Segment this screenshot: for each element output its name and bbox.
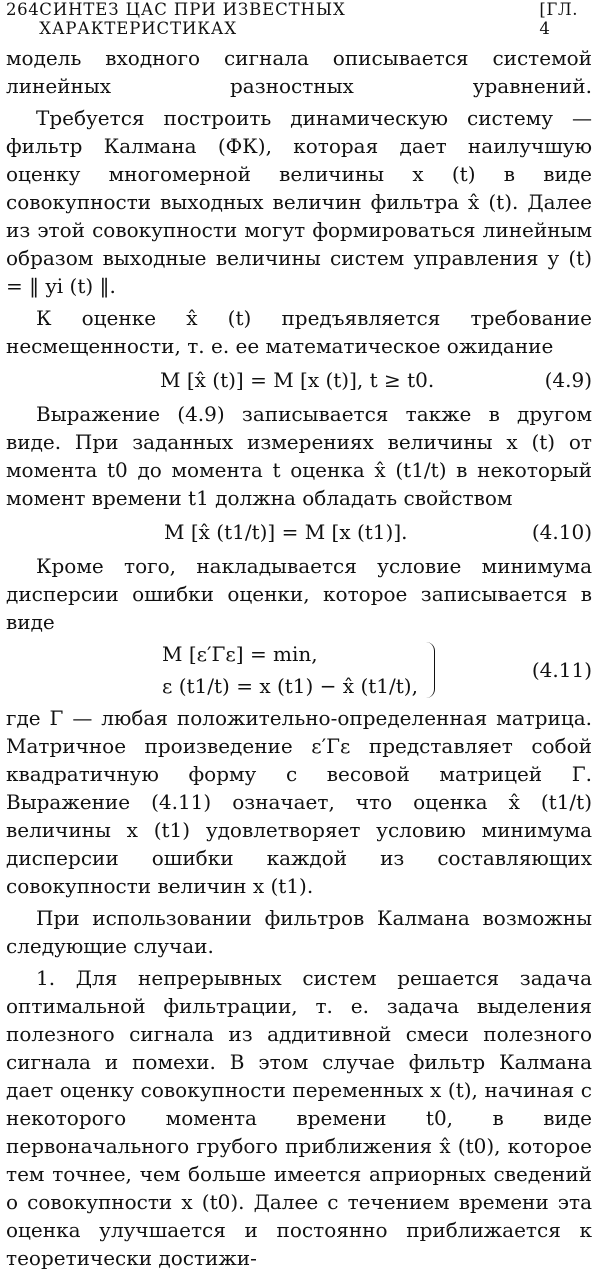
equation-4-11 — [6, 636, 592, 704]
paragraph-6: где Γ — любая положительно-определенная матрица. Матричное произведение ε′Γε представляет собой квадратичную форму с весовой матрицей Γ. Выражение (4.11) означает, что оценка x̂ (t1/t) величины x (t1) удовлетворяет условию минимума дисперсии ошибки каждой из составляющих совокупности величин x (t1). — [6, 706, 592, 898]
paragraph-4: Выражение (4.9) записывается также в другом виде. При заданных измерениях величины x (t) от момента t0 до момента t оценка x̂ (t1/t) в некоторый момент времени t1 должна обладать свойством — [6, 402, 592, 510]
paragraph-1: модель входного сигнала описывается системой линейных разностных уравнений. — [6, 46, 592, 98]
equation-4-11-line-1: M [ε′Γε] = min, — [162, 642, 318, 666]
paragraph-8: 1. Для непрерывных систем решается задача оптимальной фильтрации, т. е. задача выделения полезного сигнала из аддитивной смеси полезного сигнала и помехи. В этом случае фильтр Калмана дает оценку совокупности переменных x (t), начиная с некоторого момента времени t0, в виде первоначального грубого приближения x̂ (t0), которое тем точнее, чем больше имеется априорных сведений о совокупности x (t0). Далее с течением времени эта оценка улучшается и постоянно приближается к теоретически достижи- — [6, 966, 592, 1270]
equation-4-9-expression: M [x̂ (t)] = M [x (t)], t ≥ t0. — [160, 368, 435, 392]
chapter-label: [ГЛ. 4 — [539, 0, 579, 38]
equation-4-10 — [6, 512, 592, 552]
equation-4-10-expression: M [x̂ (t1/t)] = M [x (t1)]. — [164, 520, 408, 544]
page-body — [6, 44, 592, 1272]
equation-4-11-line-2: ε (t1/t) = x (t1) − x̂ (t1/t), — [162, 674, 418, 698]
equation-4-11-number: (4.11) — [531, 658, 592, 682]
right-brace — [426, 642, 435, 698]
paragraph-2: Требуется построить динамическую систему — фильтр Калмана (ФК), которая дает наилучшую оценку многомерной величины x (t) в виде совокупности выходных величин фильтра x̂ (t). Далее из этой совокупности могут формироваться линейным образом выходные величины систем управления y (t) = ‖ yi (t) ‖. — [6, 106, 592, 298]
equation-4-9-number: (4.9) — [544, 368, 592, 392]
running-title: СИНТЕЗ ЦАС ПРИ ИЗВЕСТНЫХ ХАРАКТЕРИСТИКАХ — [39, 0, 346, 38]
paragraph-5: Кроме того, накладывается условие минимума дисперсии ошибки оценки, которое записывается в виде — [6, 554, 592, 634]
paragraph-3: К оценке x̂ (t) предъявляется требование несмещенности, т. е. ее математическое ожидание — [6, 306, 592, 358]
page-number: 264 — [6, 0, 40, 19]
equation-4-10-number: (4.10) — [531, 520, 592, 544]
paragraph-7: При использовании фильтров Калмана возможны следующие случаи. — [6, 906, 592, 958]
running-header — [6, 0, 594, 38]
equation-4-9 — [6, 360, 592, 400]
